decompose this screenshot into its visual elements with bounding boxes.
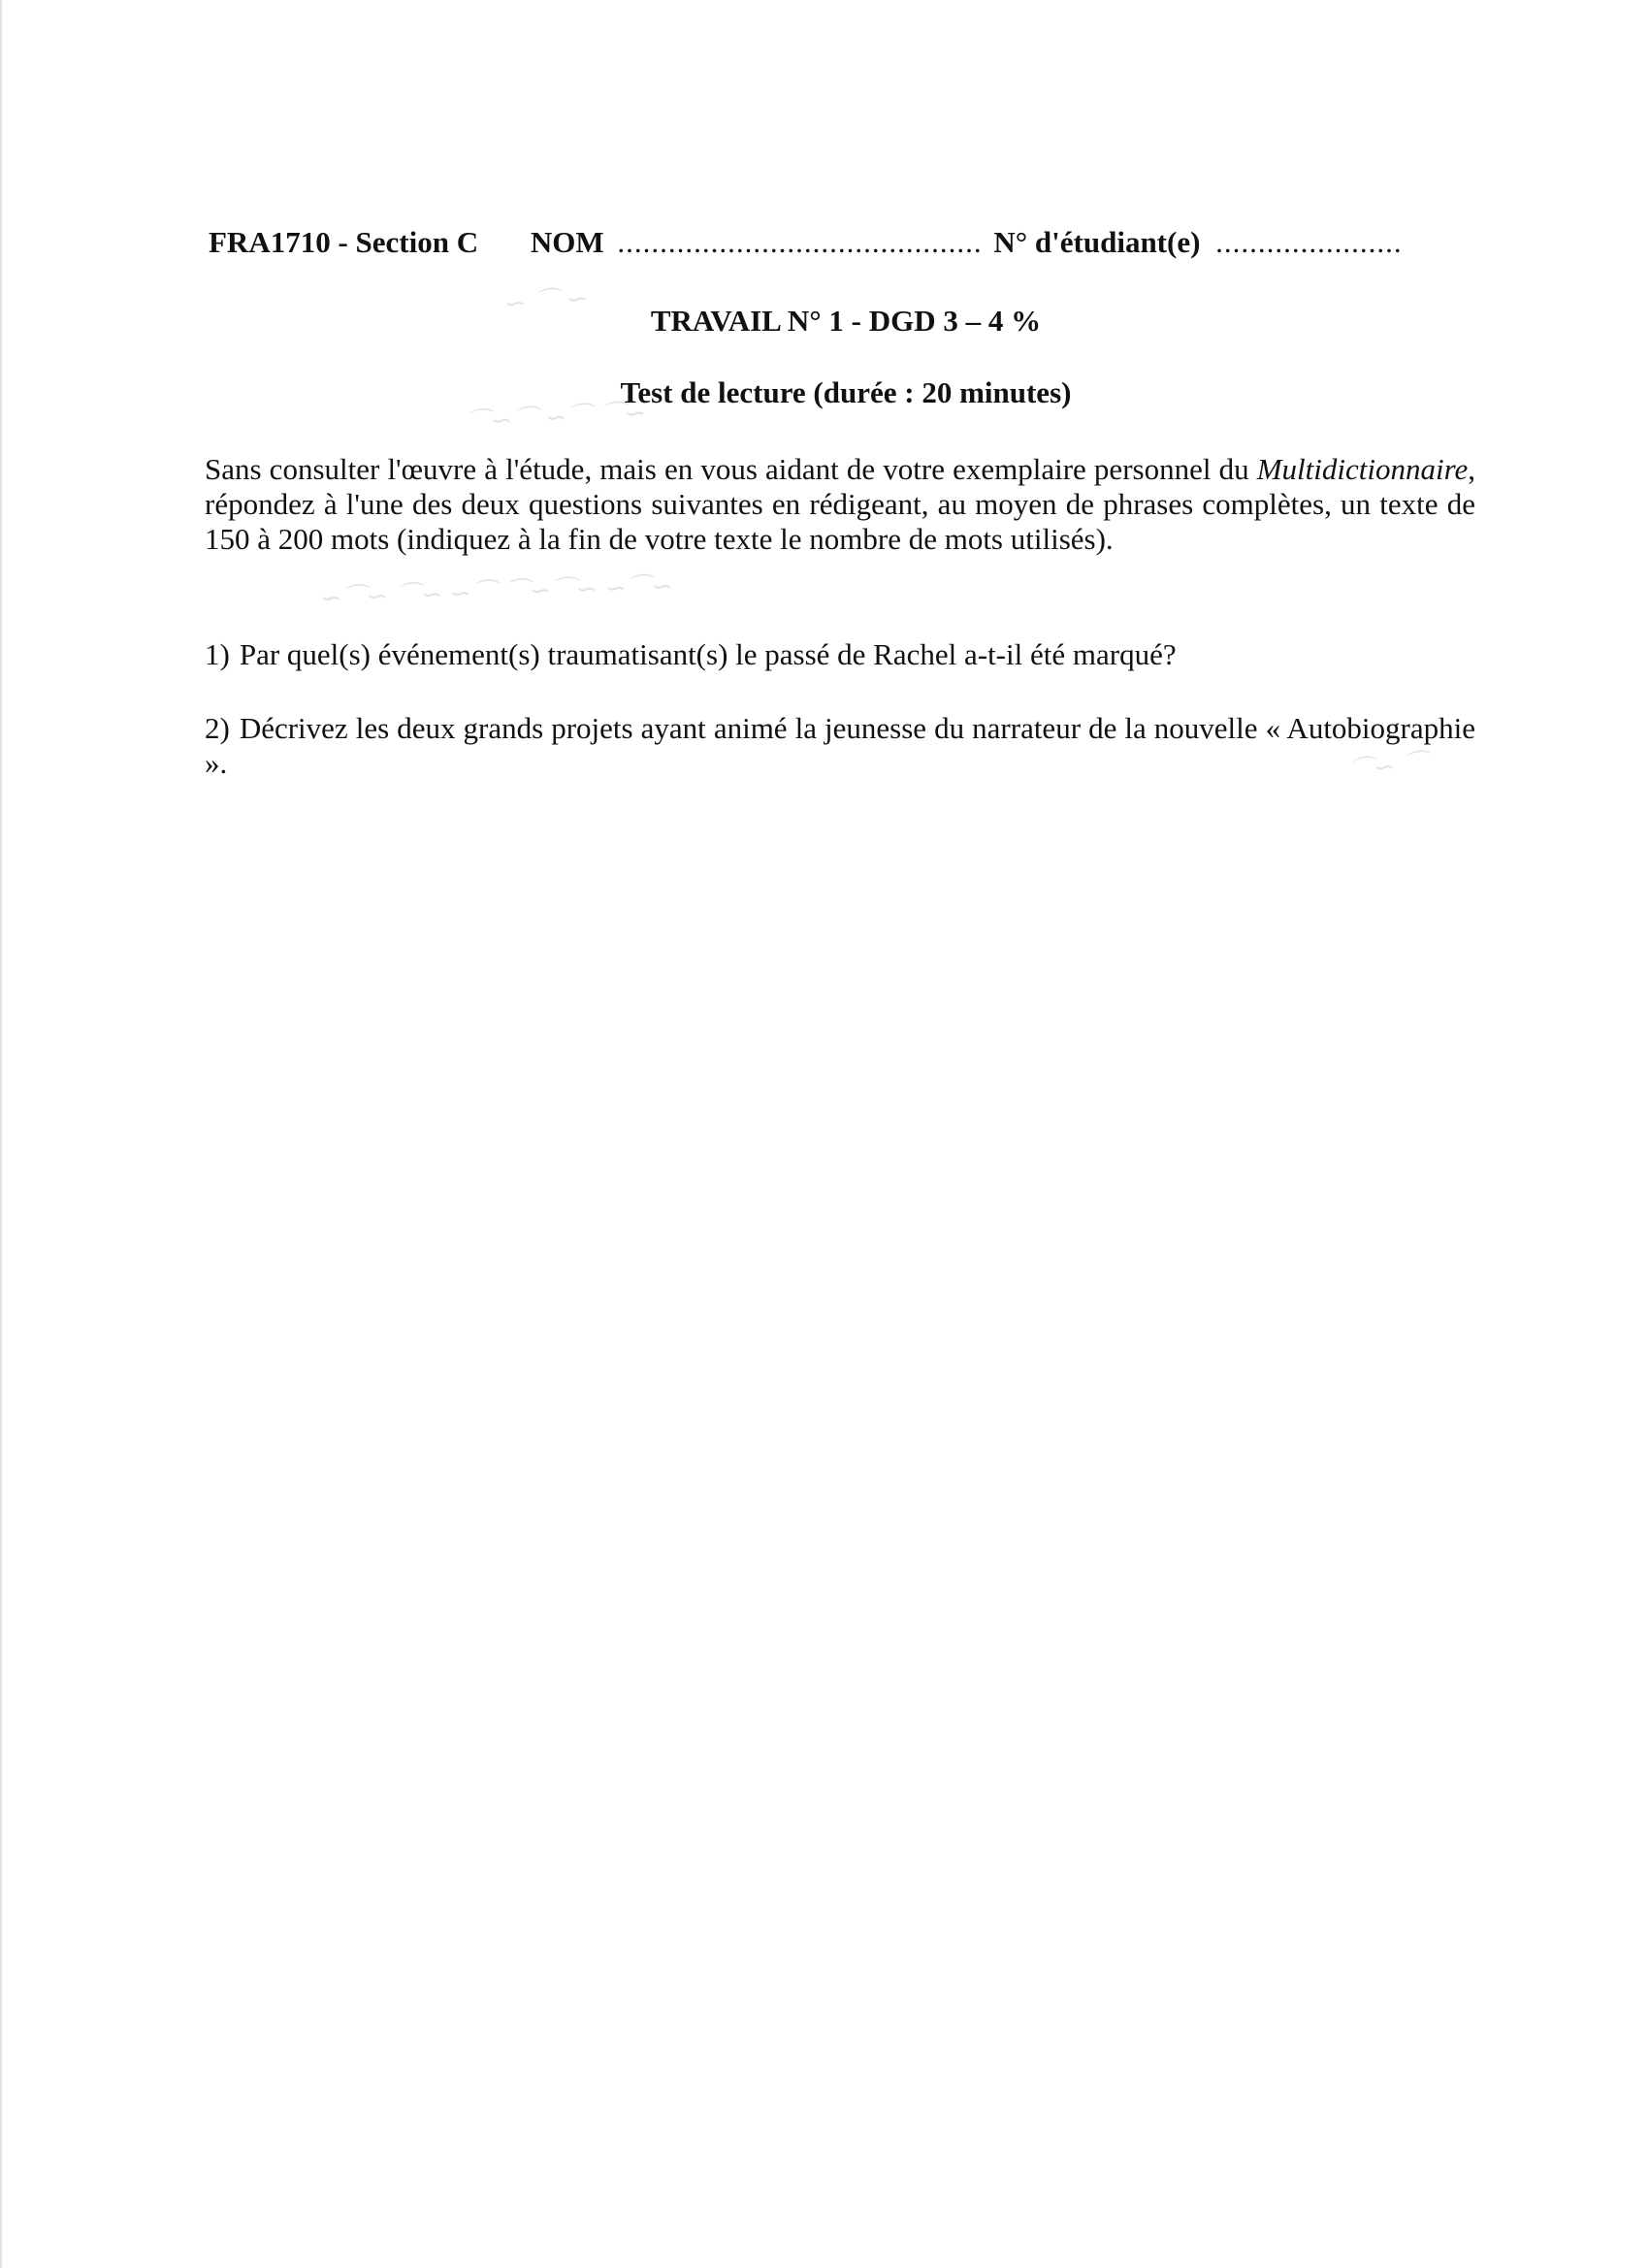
student-number-field[interactable]: ...................... xyxy=(1215,225,1403,259)
scan-edge xyxy=(0,0,3,2268)
question-2 xyxy=(205,711,1475,781)
question-text: Décrivez les deux grands projets ayant animé la jeunesse du narrateur de la nouvelle « Autobiographie ». xyxy=(205,711,1475,780)
assignment-title: TRAVAIL N° 1 - DGD 3 – 4 % xyxy=(650,304,1042,338)
show-through-mark: ⌒∽ ⌒ xyxy=(1346,748,1430,787)
show-through-mark: ⌒∽⌒ ∽⌒ ⌒∽ xyxy=(465,399,647,437)
name-label: NOM xyxy=(530,225,604,259)
student-number-label: N° d'étudiant(e) xyxy=(993,225,1201,259)
show-through-mark: ∽⌒∽ ⌒∽ ∽⌒ ⌒∽⌒∽ ∽⌒∽ xyxy=(319,571,673,614)
test-subtitle: Test de lecture (durée : 20 minutes) xyxy=(620,375,1072,409)
instructions-text-2: , répondez à l'une des deux questions suivantes en rédigeant, au moyen de phrases complètes, un texte de 150 à 200 mots (indiquez à la fin de votre texte le nombre de mots utilisés). xyxy=(205,452,1475,556)
show-through-mark: ∽ ⌒ ∽ xyxy=(503,284,590,319)
question-number: 2) xyxy=(205,711,230,745)
header-line xyxy=(209,225,1508,260)
instructions-text-1: Sans consulter l'œuvre à l'étude, mais en vous aidant de votre exemplaire personnel du xyxy=(205,452,1257,486)
instructions-paragraph xyxy=(205,452,1475,557)
question-number: 1) xyxy=(205,637,230,671)
question-text: Par quel(s) événement(s) traumatisant(s) le passé de Rachel a-t-il été marqué? xyxy=(239,637,1177,671)
question-1 xyxy=(205,637,1475,672)
name-field[interactable]: ........................................... xyxy=(617,225,983,259)
book-title: Multidictionnaire xyxy=(1256,452,1469,486)
course-code: FRA1710 - Section C xyxy=(209,225,479,259)
